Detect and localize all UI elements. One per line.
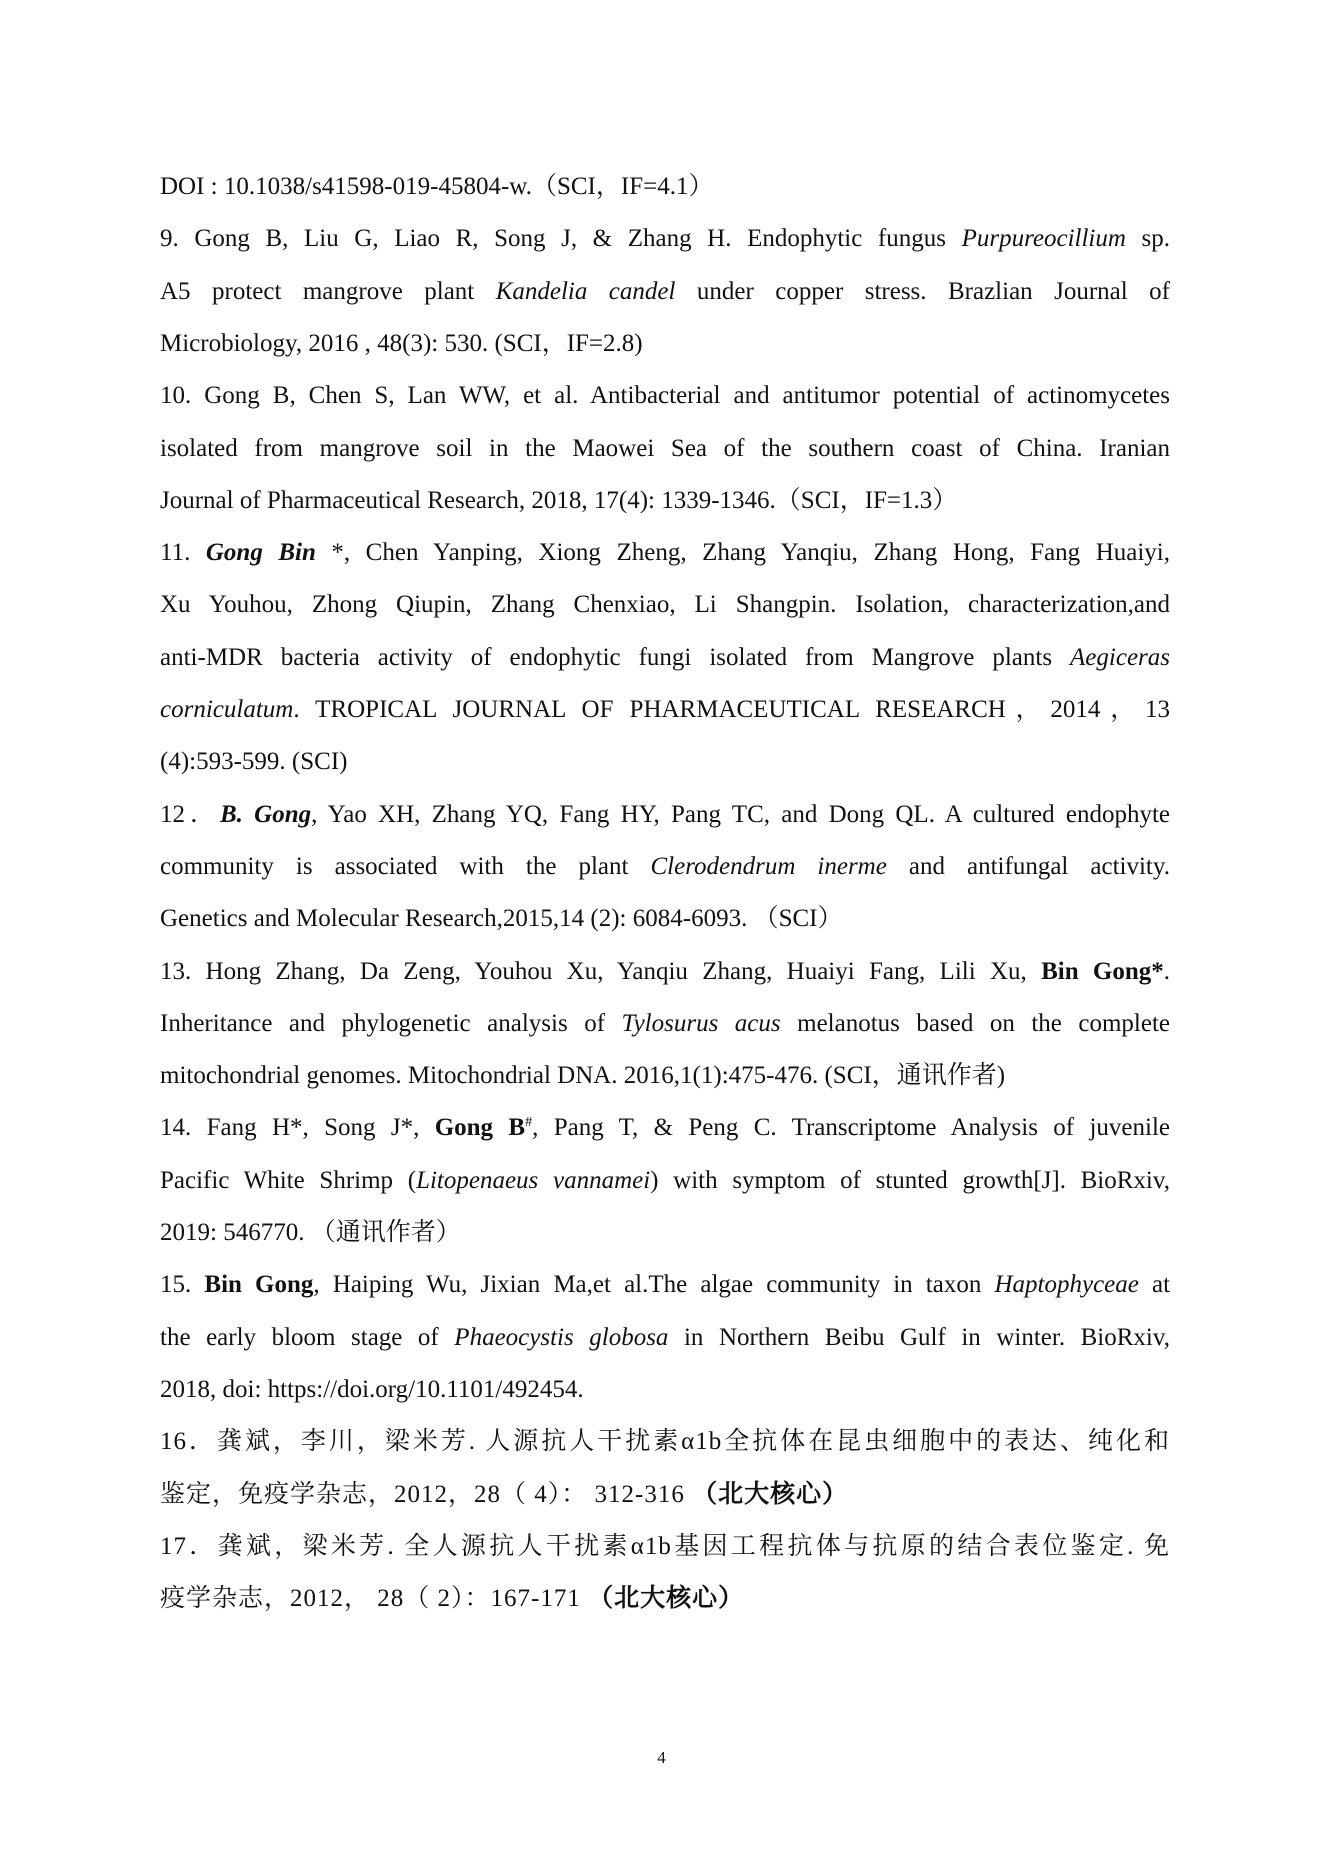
- text-line-l19: [160, 1113, 1170, 1143]
- text-run: melanotus based on the complete: [780, 1010, 1170, 1037]
- text-run: 9. Gong B, Liu G, Liao R, Song J, & Zhang H. Endophytic fungus: [160, 225, 962, 252]
- species-name: corniculatum: [160, 696, 294, 723]
- text-run: .: [1163, 958, 1171, 985]
- author-highlight: Bin Gong: [204, 1271, 314, 1298]
- author-highlight: Bin Gong*: [1041, 958, 1164, 985]
- text-line-l06: [160, 434, 1170, 464]
- species-name: Haptophyceae: [994, 1271, 1139, 1298]
- text-run: ) with symptom of stunted growth[J]. BioRxiv,: [650, 1167, 1170, 1194]
- species-name: Phaeocystis globosa: [454, 1324, 669, 1351]
- text-line-l20: [160, 1166, 1170, 1196]
- text-run: , Haiping Wu, Jixian Ma,et al.The algae community in taxon: [313, 1271, 995, 1298]
- text-run: under copper stress. Brazlian Journal of: [675, 278, 1170, 305]
- text-line-l05: [160, 381, 1170, 411]
- text-line-l27: [160, 1532, 1170, 1562]
- text-line-l02: [160, 224, 1170, 254]
- species-name: Clerodendrum inerme: [650, 853, 887, 880]
- text-line-l12: [160, 747, 1170, 777]
- text-run: A5 protect mangrove plant: [160, 278, 496, 305]
- text-line-l25: [160, 1427, 1170, 1457]
- text-line-l13: [160, 800, 1170, 830]
- text-line-l11: [160, 695, 1170, 725]
- text-run: 12．: [160, 801, 220, 828]
- text-run: anti-MDR bacteria activity of endophytic fungi isolated from Mangrove plants: [160, 644, 1071, 671]
- text-line-l08: [160, 538, 1170, 568]
- text-line-l07: [160, 486, 1170, 516]
- text-run: sp.: [1125, 225, 1170, 252]
- text-run: Pacific White Shrimp (: [160, 1167, 417, 1194]
- text-line-l03: [160, 277, 1170, 307]
- text-run: Genetics and Molecular Research,2015,14 (2): 6084-6093. （SCI）: [160, 905, 843, 932]
- text-line-l24: [160, 1375, 1170, 1405]
- text-line-l15: [160, 904, 1170, 934]
- text-run: , Pang T, & Peng C. Transcriptome Analysis of juvenile: [532, 1114, 1171, 1141]
- text-run: community is associated with the plant: [160, 853, 651, 880]
- page-number: 4: [657, 1748, 666, 1767]
- text-line-l16: [160, 957, 1170, 987]
- text-run: *, Chen Yanping, Xiong Zheng, Zhang Yanqiu, Zhang Hong, Fang Huaiyi,: [315, 539, 1170, 566]
- text-run: 17．龚斌，梁米芳. 全人源抗人干扰素α1b基因工程抗体与抗原的结合表位鉴定. 免: [160, 1533, 1170, 1560]
- text-line-l28: [160, 1584, 1170, 1614]
- text-run: 疫学杂志，2012， 28（ 2）：167-171: [160, 1585, 589, 1612]
- text-run: 13. Hong Zhang, Da Zeng, Youhou Xu, Yanqiu Zhang, Huaiyi Fang, Lili Xu,: [160, 958, 1042, 985]
- text-run: mitochondrial genomes. Mitochondrial DNA. 2016,1(1):475-476. (SCI，通讯作者): [160, 1062, 1006, 1089]
- text-run: 10. Gong B, Chen S, Lan WW, et al. Antibacterial and antitumor potential of actinomycetes: [160, 382, 1170, 409]
- text-run: 14. Fang H*, Song J*,: [160, 1114, 435, 1141]
- species-name: Litopenaeus vannamei: [416, 1167, 651, 1194]
- author-highlight: Gong B: [434, 1114, 526, 1141]
- text-run: Microbiology, 2016 , 48(3): 530. (SCI，IF=2.8): [160, 330, 643, 357]
- text-run: . TROPICAL JOURNAL OF PHARMACEUTICAL RESEARCH，2014，13: [293, 696, 1170, 723]
- species-name: Tylosurus acus: [621, 1010, 781, 1037]
- text-run: at: [1138, 1271, 1171, 1298]
- text-line-l09: [160, 590, 1170, 620]
- text-line-l10: [160, 643, 1170, 673]
- text-run: Journal of Pharmaceutical Research, 2018, 17(4): 1339-1346.（SCI，IF=1.3）: [160, 487, 958, 514]
- author-highlight: （北大核心）: [692, 1481, 849, 1508]
- text-run: isolated from mangrove soil in the Maowei Sea of the southern coast of China. Iranian: [160, 435, 1170, 462]
- text-run: , Yao XH, Zhang YQ, Fang HY, Pang TC, and Dong QL. A cultured endophyte: [311, 801, 1170, 828]
- text-run: 2018, doi: https://doi.org/10.1101/492454.: [160, 1376, 584, 1403]
- text-run: Inheritance and phylogenetic analysis of: [160, 1010, 622, 1037]
- text-run: and antifungal activity.: [886, 853, 1171, 880]
- text-run: 2019: 546770. （通讯作者）: [160, 1219, 461, 1246]
- species-name: Aegiceras: [1070, 644, 1170, 671]
- text-line-l17: [160, 1009, 1170, 1039]
- text-line-l23: [160, 1323, 1170, 1353]
- text-run: (4):593-599. (SCI): [160, 748, 348, 775]
- text-line-l21: [160, 1218, 1170, 1248]
- author-highlight: （北大核心）: [588, 1585, 745, 1612]
- species-name: Kandelia candel: [495, 278, 676, 305]
- text-run: the early bloom stage of: [160, 1324, 455, 1351]
- text-run: DOI : 10.1038/s41598-019-45804-w.（SCI，IF=4.1）: [160, 173, 714, 200]
- species-name: Purpureocillium: [961, 225, 1126, 252]
- text-run: in Northern Beibu Gulf in winter. BioRxiv,: [668, 1324, 1170, 1351]
- text-run: Xu Youhou, Zhong Qiupin, Zhang Chenxiao, Li Shangpin. Isolation, characterization,and: [160, 591, 1170, 618]
- text-run: 15.: [160, 1271, 205, 1298]
- text-run: 鉴定，免疫学杂志，2012，28（ 4）： 312-316: [160, 1481, 693, 1508]
- text-run: 11.: [160, 539, 206, 566]
- text-line-l22: [160, 1270, 1170, 1300]
- text-line-l04: [160, 329, 1170, 359]
- text-line-l14: [160, 852, 1170, 882]
- text-line-l18: [160, 1061, 1170, 1091]
- text-run: 16．龚斌，李川，梁米芳. 人源抗人干扰素α1b全抗体在昆虫细胞中的表达、纯化和: [160, 1428, 1170, 1455]
- text-line-l01: [160, 172, 1170, 202]
- author-highlight: Gong Bin: [205, 539, 316, 566]
- text-line-l26: [160, 1480, 1170, 1510]
- author-highlight: B. Gong: [219, 801, 312, 828]
- text-run: #: [525, 1115, 533, 1130]
